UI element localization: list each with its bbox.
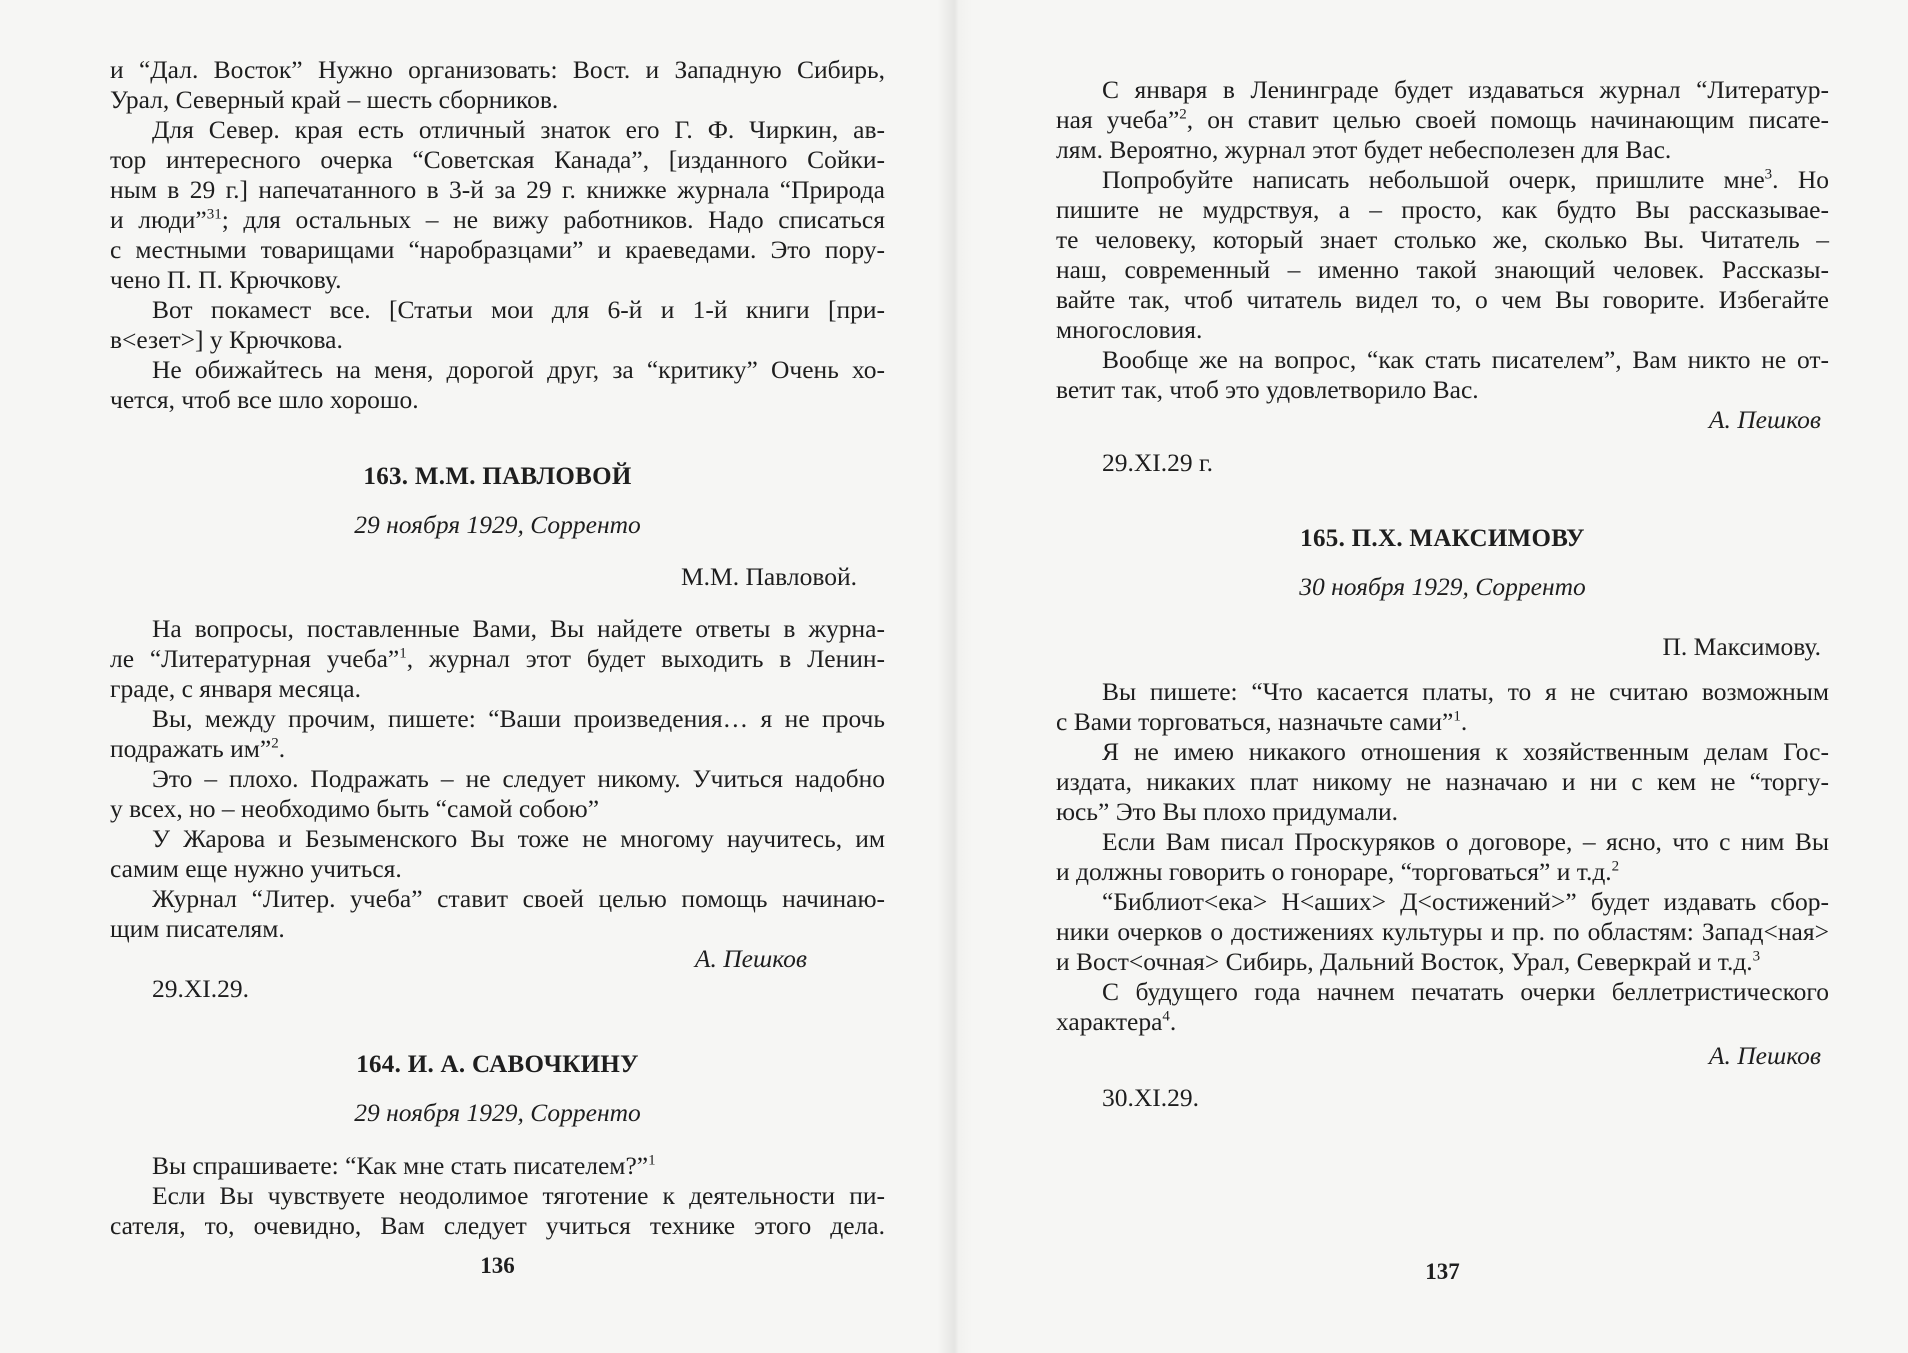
letter-heading: 165. П.Х. МАКСИМОВУ — [1300, 525, 1585, 552]
footnote-ref: 2 — [271, 735, 279, 752]
text-line: Вообще же на вопрос, “как стать писателем”, Вам никто не от- — [1102, 345, 1829, 374]
text-line: ная учеба”$^2$, он ставит целью своей помощь начинающим писате- — [1056, 105, 1830, 134]
text-line: юсь” Это Вы плохо придумали. — [1056, 797, 1399, 826]
text-line: чется, чтоб все шло хорошо. — [110, 385, 419, 414]
letter-date: 29.XI.29 г. — [1102, 448, 1213, 477]
letter-date-place: 29 ноября 1929, Сорренто — [354, 1098, 641, 1127]
text-line: Вы спрашиваете: “Как мне стать писателем?”$^1$ — [152, 1151, 656, 1180]
text-line: лям. Вероятно, журнал этот будет небесполезен для Вас. — [1056, 135, 1672, 164]
text-line: чено П. П. Крючкову. — [110, 265, 342, 294]
text-line: У Жарова и Безыменского Вы тоже не многому научитесь, им — [152, 824, 885, 853]
page-number: 136 — [480, 1253, 515, 1278]
footnote-ref: 31 — [206, 206, 222, 223]
text-line: Если Вам писал Проскуряков о договоре, – ясно, что с ним Вы — [1102, 827, 1829, 856]
text-line: подражать им”$^2$. — [110, 734, 286, 763]
signature: А. Пешков — [1708, 1041, 1821, 1070]
page-number: 137 — [1425, 1259, 1460, 1284]
signature: А. Пешков — [694, 944, 807, 973]
text-line: те человеку, который знает столько же, сколько Вы. Читатель – — [1056, 225, 1829, 254]
text-line: ники очерков о достижениях культуры и пр. по областям: Запад<ная> — [1056, 917, 1829, 946]
text-line: Журнал “Литер. учеба” ставит своей целью помощь начинаю- — [152, 884, 885, 913]
footnote-ref: 3 — [1752, 948, 1761, 965]
text-line: Я не имею никакого отношения к хозяйственным делам Гос- — [1102, 737, 1829, 766]
letter-heading: 164. И. А. САВОЧКИНУ — [356, 1051, 639, 1078]
text-line: издата, никаких плат никому не назначаю и ни с кем не “торгу- — [1056, 767, 1829, 796]
text-line: и должны говорить о гонораре, “торговаться” и т.д.$^2$ — [1056, 857, 1620, 886]
letter-date-place: 29 ноября 1929, Сорренто — [354, 510, 641, 539]
text-line: сателя, то, очевидно, Вам следует учиться технике этого дела. — [110, 1211, 885, 1240]
text-line: Это – плохо. Подражать – не следует никому. Учиться надобно — [152, 764, 885, 793]
text-line: Вы пишете: “Что касается платы, то я не считаю возможным — [1102, 677, 1829, 706]
book-gutter-shadow — [937, 0, 973, 1353]
text-line: На вопросы, поставленные Вами, Вы найдете ответы в журна- — [152, 614, 885, 643]
letter-date: 30.XI.29. — [1102, 1083, 1200, 1112]
text-line: Урал, Северный край – шесть сборников. — [110, 85, 559, 114]
text-line: в<езет>] у Крючкова. — [110, 325, 343, 354]
letter-date: 29.XI.29. — [152, 974, 250, 1003]
footnote-ref: 3 — [1764, 166, 1773, 183]
text-line: тор интересного очерка “Советская Канада”, [изданного Сойки- — [110, 145, 885, 174]
text-line: С января в Ленинграде будет издаваться журнал “Литератур- — [1102, 75, 1829, 104]
text-line: Вот покамест все. [Статьи мои для 6-й и 1-й книги [при- — [152, 295, 885, 324]
text-line: вайте так, чтоб читатель видел то, о чем Вы говорите. Избегайте — [1056, 285, 1829, 314]
addressee: М.М. Павловой. — [680, 562, 857, 591]
addressee: П. Максимову. — [1662, 632, 1821, 661]
text-line: и люди”$^{31}$; для остальных – не вижу работников. Надо списаться — [110, 205, 885, 234]
letter-heading: 163. М.М. ПАВЛОВОЙ — [363, 463, 632, 490]
text-line: с местными товарищами “наробразцами” и краеведами. Это пору- — [110, 235, 885, 264]
footnote-ref: 1 — [648, 1152, 656, 1169]
text-line: щим писателям. — [110, 914, 285, 943]
text-line: Если Вы чувствуете неодолимое тяготение к деятельности пи- — [152, 1181, 885, 1210]
text-line: ле “Литературная учеба”$^1$, журнал этот будет выходить в Ленин- — [110, 644, 885, 673]
signature: А. Пешков — [1708, 405, 1821, 434]
text-line: “Библиот<ека> Н<аших> Д<остижений>” будет издавать сбор- — [1102, 887, 1829, 916]
text-line: С будущего года начнем печатать очерки беллетристического — [1102, 977, 1829, 1006]
left-page — [110, 0, 885, 1353]
footnote-ref: 4 — [1162, 1008, 1170, 1025]
text-line: у всех, но – необходимо быть “самой собою” — [110, 794, 600, 823]
text-line: многословия. — [1056, 315, 1203, 344]
text-line: с Вами торговаться, назначьте сами”$^1$. — [1056, 707, 1468, 736]
text-line: Попробуйте написать небольшой очерк, пришлите мне$^3$. Но — [1102, 165, 1829, 194]
footnote-ref: 2 — [1611, 858, 1620, 875]
footnote-ref: 1 — [399, 645, 407, 662]
text-line: ным в 29 г.] напечатанного в 3-й за 29 г. книжке журнала “Природа — [110, 175, 885, 204]
text-line: пишите не мудрствуя, а – просто, как будто Вы рассказывае- — [1056, 195, 1829, 224]
letter-date-place: 30 ноября 1929, Сорренто — [1299, 572, 1586, 601]
text-line: Не обижайтесь на меня, дорогой друг, за “критику” Очень хо- — [152, 355, 885, 384]
footnote-ref: 1 — [1453, 708, 1461, 725]
right-page — [1056, 0, 1829, 1353]
text-line: ветит так, чтоб это удовлетворило Вас. — [1056, 375, 1479, 404]
footnote-ref: 2 — [1179, 106, 1187, 123]
text-line: самим еще нужно учиться. — [110, 854, 402, 883]
text-line: характера$^4$. — [1056, 1007, 1177, 1036]
text-line: Для Север. края есть отличный знаток его Г. Ф. Чиркин, ав- — [152, 115, 885, 144]
text-line: и Вост<очная> Сибирь, Дальний Восток, Урал, Северкрай и т.д.$^3$ — [1056, 947, 1761, 976]
text-line: наш, современный – именно такой знающий человек. Рассказы- — [1056, 255, 1829, 284]
text-line: Вы, между прочим, пишете: “Ваши произведения… я не прочь — [152, 704, 885, 733]
text-line: граде, с января месяца. — [110, 674, 361, 703]
text-line: и “Дал. Восток” Нужно организовать: Вост. и Западную Сибирь, — [110, 55, 885, 84]
